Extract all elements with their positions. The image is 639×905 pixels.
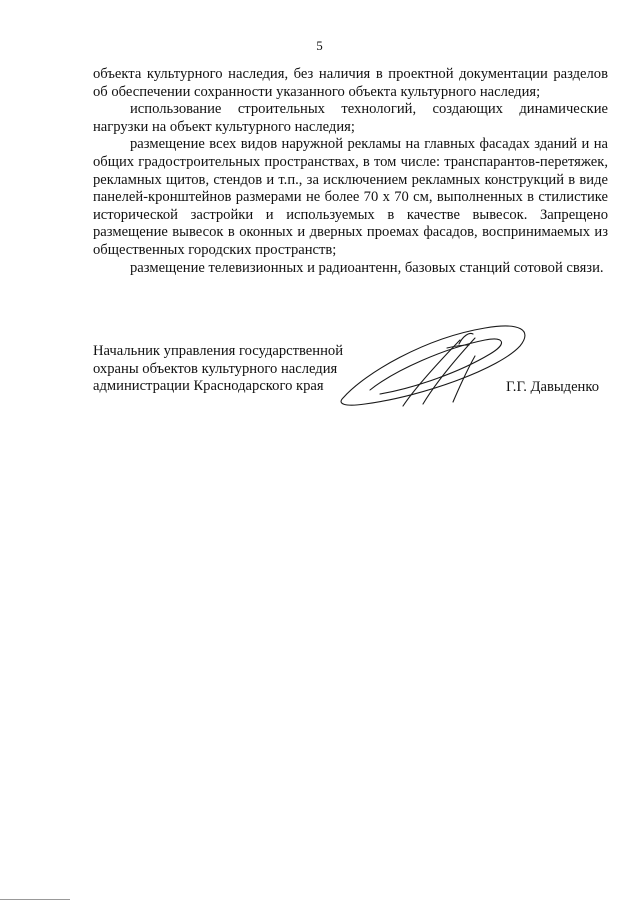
- footer-divider: [0, 899, 70, 900]
- document-body: [93, 66, 608, 277]
- paragraph-continuation: объекта культурного наследия, без наличия в проектной документации разделов об обеспечении сохранности указанного объекта культурного наследия;: [93, 66, 608, 100]
- signatory-title-line-3: администрации Краснодарского края: [93, 378, 324, 395]
- paragraph-dynamic-loads: использование строительных технологий, создающих динамические нагрузки на объект культурного наследия;: [93, 101, 608, 135]
- page-number: 5: [316, 38, 323, 53]
- signatory-title-line-2: охраны объектов культурного наследия: [93, 360, 338, 377]
- paragraph-antennas: размещение телевизионных и радиоантенн, базовых станций сотовой связи.: [130, 259, 604, 276]
- signatory-name: Г.Г. Давыденко: [506, 379, 600, 395]
- signatory-title-line-1: Начальник управления государственной: [93, 343, 344, 359]
- handwritten-signature: [335, 318, 535, 418]
- paragraph-outdoor-advertising: размещение всех видов наружной рекламы на главных фасадах зданий и на общих градостроительных пространствах, в том числе: транспарантов-перетяжек, рекламных щитов, стендов и т.п., за исключением рекламных конструкций в виде панелей-кронштейнов размерами не более 70 х 70 см, выполненных в стилистике исторической застройки и используемых в качестве вывесок. Запрещено размещение вывесок в оконных и дверных проемах фасадов, воспринимаемых из общественных городских пространств;: [93, 136, 608, 258]
- signatory-title: [93, 343, 343, 396]
